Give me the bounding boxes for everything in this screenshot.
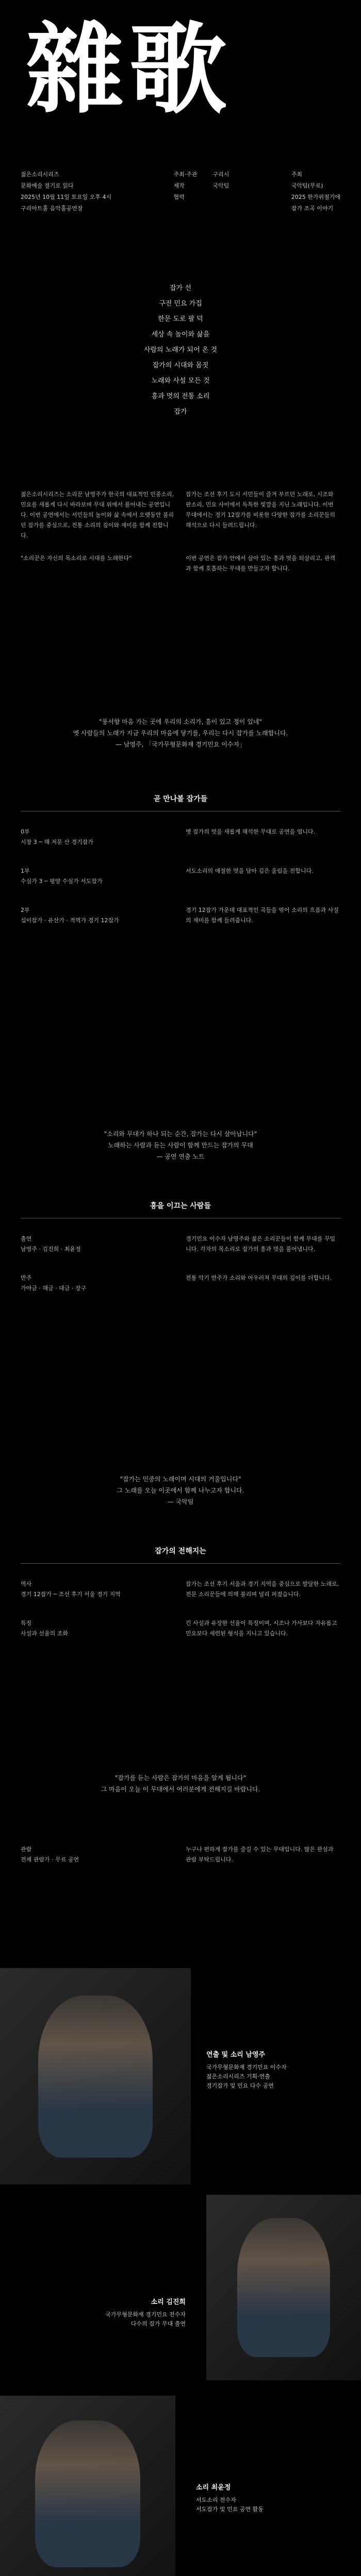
verse-line: 노래와 사설 모든 것: [151, 377, 210, 385]
verse-line: 세상 속 놀이와 삶을: [151, 331, 210, 338]
performer-caption-3: [196, 2483, 340, 2514]
quote-line: "잡가는 민중의 노래이며 시대의 거울입니다": [120, 1476, 241, 1483]
verse-line: 흥과 멋의 전통 소리: [151, 393, 210, 400]
quote-line: — 국악팀: [167, 1498, 194, 1505]
quote-block-2: [0, 1128, 361, 1162]
history-item: [21, 1618, 340, 1639]
people-item: [21, 1273, 340, 1294]
program-heading: 곧 만나볼 잡가들: [153, 795, 208, 803]
section-final: [0, 1844, 361, 1884]
intro-left-quote: "소리꾼은 자신의 목소리로 시대를 노래한다": [21, 555, 132, 562]
quote-block-4: [0, 1772, 361, 1795]
performer-caption-2: [31, 2298, 186, 2329]
performer-name: 연출 및 소리 남영주: [206, 2051, 266, 2059]
performer-name: 소리 김진희: [151, 2298, 186, 2306]
program-item: [21, 905, 340, 926]
info-line: 2025 한가위절기에: [291, 194, 340, 200]
history-title: 역사 경기 12잡가 ─ 조선 후기 서울 경기 지역: [21, 1581, 121, 1598]
info-line: 젊은소리시리즈: [21, 171, 59, 178]
quote-line: 그 마음이 오늘 이 무대에서 여러분에게 전해지길 바랍니다.: [101, 1786, 260, 1793]
program-item: [21, 827, 340, 848]
final-desc: 누구나 편하게 잡가를 즐길 수 있는 무대입니다. 많은 관심과 관람 부탁드립니다.: [186, 1846, 334, 1863]
performer-desc: 국가무형문화재 경기민요 이수자 젊은소리시리즈 기획·연출 경기잡가 및 민요 다수 공연: [206, 2064, 287, 2089]
info-value: 구리시: [212, 171, 229, 178]
hero-info-mid: [173, 170, 229, 212]
quote-line: "풍서향 마음 가는 곳에 우리의 소리가, 흥이 있고 정이 있네": [99, 718, 262, 725]
history-item: [21, 1579, 340, 1600]
info-line: 구리아트홀 음악홀공연장: [21, 205, 83, 212]
verse-line: 잡가 선: [170, 284, 191, 292]
info-line: 잡가 조곡 이야기: [291, 205, 334, 212]
quote-block-3: [0, 1473, 361, 1507]
performer-photo-3: [0, 2396, 175, 2576]
info-line: 국악팀(무료): [291, 182, 323, 189]
section-history: [0, 1546, 361, 1657]
section-intro: [0, 489, 361, 574]
people-heading: 흥을 이끄는 사람들: [150, 1202, 211, 1210]
info-label: 제작: [173, 182, 185, 189]
verse-line: 한문 도로 팔 덕: [158, 315, 203, 323]
hero-info-right: [291, 170, 340, 212]
hero-title: 雜歌: [26, 12, 233, 127]
verse-line: 사람의 노래가 되어 온 것: [143, 346, 218, 354]
intro-verse: [0, 281, 361, 420]
people-title: 출연 남영주 · 김진희 · 최윤정: [21, 1235, 81, 1252]
quote-line: 노래하는 사람과 듣는 사람이 함께 만드는 잡가의 무대: [108, 1142, 253, 1149]
program-desc: 서도소리의 애절한 멋을 담아 깊은 울림을 전합니다.: [186, 868, 314, 874]
info-label: 협력: [173, 194, 185, 200]
section-people: [0, 1200, 361, 1312]
section-program: [0, 793, 361, 944]
history-desc: 잡가는 조선 후기 서울과 경기 지역을 중심으로 발달한 노래로, 전문 소리꾼들에 의해 불리며 널리 퍼졌습니다.: [186, 1581, 339, 1598]
intro-right-quote: 이번 공연은 잡가 안에서 살아 있는 흥과 멋을 되살리고, 관객과 함께 호흡하는 무대를 만들고자 합니다.: [186, 555, 335, 572]
quote-block-1: [0, 716, 361, 750]
performer-photo-main: [0, 1968, 191, 2184]
program-title: 0부 시창 3 ─ 해 저문 산 경기잡가: [21, 828, 93, 845]
info-value: 국악팀: [212, 182, 229, 189]
divider: [21, 1563, 340, 1564]
program-desc: 옛 잡가의 멋을 새롭게 해석한 무대로 공연을 엽니다.: [186, 828, 316, 835]
quote-line: — 공연 연출 노트: [156, 1153, 205, 1160]
history-heading: 잡가의 전해지는: [155, 1547, 206, 1555]
intro-right-text: 잡가는 조선 후기 도시 서민들이 즐겨 부르던 노래로, 시조와 판소리, 민요 사이에서 독특한 빛깔을 지닌 노래입니다. 이번 무대에서는 경기 12잡가를 비롯한 다양한 잡가를 소리꾼들의 해석으로 다시 들려드립니다.: [186, 491, 335, 529]
program-desc: 경기 12잡가 가운데 대표적인 곡들을 엮어 소리의 흐름과 사설의 재미를 함께 들려줍니다.: [186, 907, 339, 924]
verse-line: 구전 민요 가집: [159, 300, 202, 308]
people-desc: 경기민요 이수자 남영주와 젊은 소리꾼들이 함께 무대를 꾸밉니다. 각자의 목소리로 잡가의 흥과 멋을 풀어냅니다.: [186, 1235, 336, 1252]
performer-name: 소리 최윤정: [196, 2484, 231, 2492]
info-label: 주최·주관: [173, 171, 198, 178]
hero-info-left: [21, 170, 111, 212]
people-desc: 전통 악기 반주가 소리와 어우러져 무대의 깊이를 더합니다.: [186, 1275, 332, 1281]
program-title: 2부 십이잡가 · 유산가 · 적벽가 경기 12잡가: [21, 907, 119, 924]
performer-photo-2: [206, 2195, 361, 2380]
final-item: [21, 1844, 340, 1865]
quote-line: 옛 사람들의 노래가 지금 우리의 마음에 닿기를, 우리는 다시 잡가를 노래합니다.: [73, 730, 288, 737]
program-item: [21, 866, 340, 887]
people-title: 반주 가야금 · 해금 · 대금 · 장구: [21, 1275, 87, 1292]
verse-line: 잡가: [174, 408, 187, 416]
performer-caption-main: [206, 2050, 340, 2091]
quote-line: — 남영주, 「국가무형문화재 경기민요 이수자」: [115, 741, 246, 748]
quote-line: 그 노래를 오늘 이곳에서 함께 나누고자 합니다.: [117, 1487, 244, 1494]
quote-line: "소리와 무대가 하나 되는 순간, 잡가는 다시 살아납니다": [104, 1130, 257, 1138]
verse-line: 잡가의 시대와 몸짓: [152, 362, 209, 369]
quote-line: "잡가를 듣는 사람은 잡가의 마음을 알게 됩니다": [114, 1774, 247, 1782]
hero-info: [21, 170, 340, 212]
info-line: 주최: [291, 171, 302, 178]
people-item: [21, 1234, 340, 1255]
history-title: 특징 사설과 선율의 조화: [21, 1620, 69, 1637]
performer-desc: 서도소리 전수자 서도잡가 및 민요 공연 활동: [196, 2497, 264, 2513]
performer-desc: 국가무형문화재 경기민요 전수자 다수의 잡가 무대 출연: [105, 2311, 186, 2327]
info-line: 문화예술 절기로 읽다: [21, 182, 74, 189]
info-line: 2025년 10월 11일 토요일 오후 4시: [21, 194, 112, 200]
final-title: 관람 전체 관람가 · 무료 공연: [21, 1846, 79, 1863]
history-desc: 긴 사설과 유장한 선율이 특징이며, 시조나 가사보다 자유롭고 민요보다 세련된 형식을 지니고 있습니다.: [186, 1620, 337, 1637]
intro-left-text: 젊은소리시리즈는 소리꾼 남영주가 한국의 대표적인 민중소리, 민요를 새롭게 다시 바라보며 무대 위에서 풀어내는 공연입니다. 이번 공연에서는 서민들의 놀이와 삶 속에서 오랫동안 불리던 잡가를 중심으로, 전통 소리의 깊이와 재미를 함께 전합니다.: [21, 491, 174, 539]
program-title: 1부 수심가 3 ─ 평양 수심가 서도잡가: [21, 868, 103, 885]
